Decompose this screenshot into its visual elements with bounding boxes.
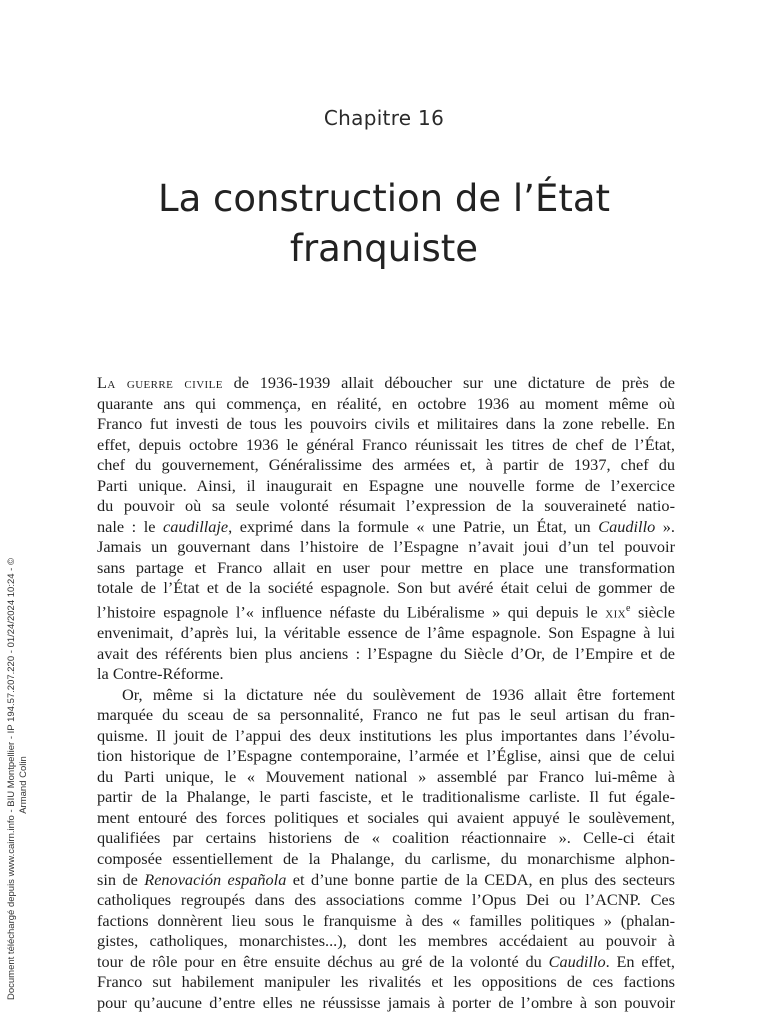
text-line: tion historique de l’Espagne contemporaine, l’armée et l’Église, ainsi que de celui: [97, 746, 675, 766]
text-line: [97, 373, 675, 394]
text-line: Franco sut habilement manipuler les rivalités et les oppositions de ces factions: [97, 972, 675, 992]
text-line: totale de l’État et de la société espagnole. Son but avéré était celui de gommer de: [97, 578, 675, 598]
text-line: quisme. Il jouit de l’appui des deux institutions les plus importantes dans l’évolu-: [97, 725, 675, 745]
text-line: quarante ans qui commença, en réalité, en octobre 1936 au moment même où: [97, 393, 675, 413]
text-run: , exprimé dans la formule « une Patrie, un État, un: [228, 516, 599, 536]
chapter-label: Chapitre 16: [323, 106, 445, 130]
text-run: nale : le: [97, 516, 164, 536]
paragraph-2: [97, 685, 675, 1014]
text-line: [97, 599, 675, 623]
text-line: ment entouré des forces politiques et sociales qui avaient appuyé le soulèvement,: [97, 807, 675, 827]
text-line: Franco fut investi de tous les pouvoirs civils et militaires dans la zone rebelle. En: [97, 414, 675, 434]
text-run: sin de: [97, 869, 145, 889]
text-line: du Parti unique, le « Mouvement national » assemblé par Franco lui-même à: [97, 766, 675, 786]
chapter-title: [60, 174, 708, 274]
italic-term: Caudillo: [548, 951, 606, 971]
text-line: avait des référents bien plus anciens : l’Espagne du Siècle d’Or, de l’Empire et de: [97, 643, 675, 663]
text-line: [97, 517, 675, 538]
text-line: [97, 952, 675, 973]
text-line: Or, même si la dictature née du soulèvement de 1936 allait être fortement: [122, 684, 675, 704]
download-watermark: [6, 558, 30, 1000]
small-caps-opening: La guerre civile: [97, 373, 223, 392]
text-line: la Contre-Réforme.: [97, 664, 224, 684]
text-run: . En effet,: [605, 951, 675, 971]
century-numeral: xix: [605, 602, 626, 622]
text-line: marquée du sceau de sa personnalité, Franco ne fut pas le seul artisan du fran-: [97, 705, 675, 725]
italic-term: Caudillo: [598, 516, 656, 536]
text-run: et d’une bonne partie de la CEDA, en plus des secteurs: [286, 869, 675, 889]
text-run: de 1936-1939 allait déboucher sur une dictature de près de: [222, 373, 676, 392]
italic-term: caudillaje: [163, 516, 229, 536]
text-run: l’histoire espagnole l’« influence néfaste du Libéralisme » qui depuis le: [97, 602, 606, 622]
text-line: [97, 870, 675, 891]
chapter-title-line-1: La construction de l’État: [157, 177, 611, 220]
text-line: sans partage et Franco allait en user pour mettre en place une transformation: [97, 557, 675, 577]
chapter-title-line-2: franquiste: [289, 227, 479, 270]
watermark-line-2: Armand Colin: [18, 756, 29, 814]
text-line: gistes, catholiques, monarchistes...), dont les membres accédaient au pouvoir à: [97, 931, 675, 951]
text-line: effet, depuis octobre 1936 le général Franco réunissait les titres de chef de l’État,: [97, 434, 675, 454]
watermark-line-1: Document téléchargé depuis www.cairn.info - BIU Montpellier - IP 194.57.207.220 - 01/24/2024 10:24 - ©: [6, 558, 17, 1000]
chapter-body: [97, 373, 675, 1013]
text-line: envenimait, d’après lui, la véritable essence de l’âme espagnole. Son Espagne à lui: [97, 622, 675, 642]
text-line: pour qu’aucune d’entre elles ne réussisse jamais à porter de l’ombre à son pouvoir: [97, 992, 675, 1012]
text-run: ».: [655, 516, 675, 536]
text-line: Jamais un gouvernant dans l’histoire de l’Espagne n’avait joui d’un tel pouvoir: [97, 537, 675, 557]
century-superscript: e: [626, 603, 631, 615]
text-line: factions donnèrent lieu sous le franquisme à des « familles politiques » (phalan-: [97, 910, 675, 930]
text-line: Parti unique. Ainsi, il inaugurait en Espagne une nouvelle forme de l’exercice: [97, 475, 675, 495]
text-line: catholiques regroupés dans des associations comme l’Opus Dei ou l’ACNP. Ces: [97, 890, 675, 910]
text-line: qualifiées par certains historiens de « coalition réactionnaire ». Celle-ci était: [97, 828, 675, 848]
italic-term: Renovación española: [144, 869, 287, 889]
text-line: composée essentiellement de la Phalange, du carlisme, du monarchisme alphon-: [97, 849, 675, 868]
text-line: du pouvoir où sa seule volonté résumait l’expression de la souveraineté natio-: [97, 496, 675, 516]
text-run: siècle: [630, 602, 676, 622]
text-run: tour de rôle pour en être ensuite déchus au gré de la volonté du: [97, 951, 549, 971]
text-line: partir de la Phalange, le parti fasciste, et le traditionalisme carliste. Il fut égale-: [97, 787, 675, 807]
paragraph-1: [97, 373, 675, 685]
text-line: chef du gouvernement, Généralissime des armées et, à partir de 1937, chef du: [97, 455, 675, 475]
